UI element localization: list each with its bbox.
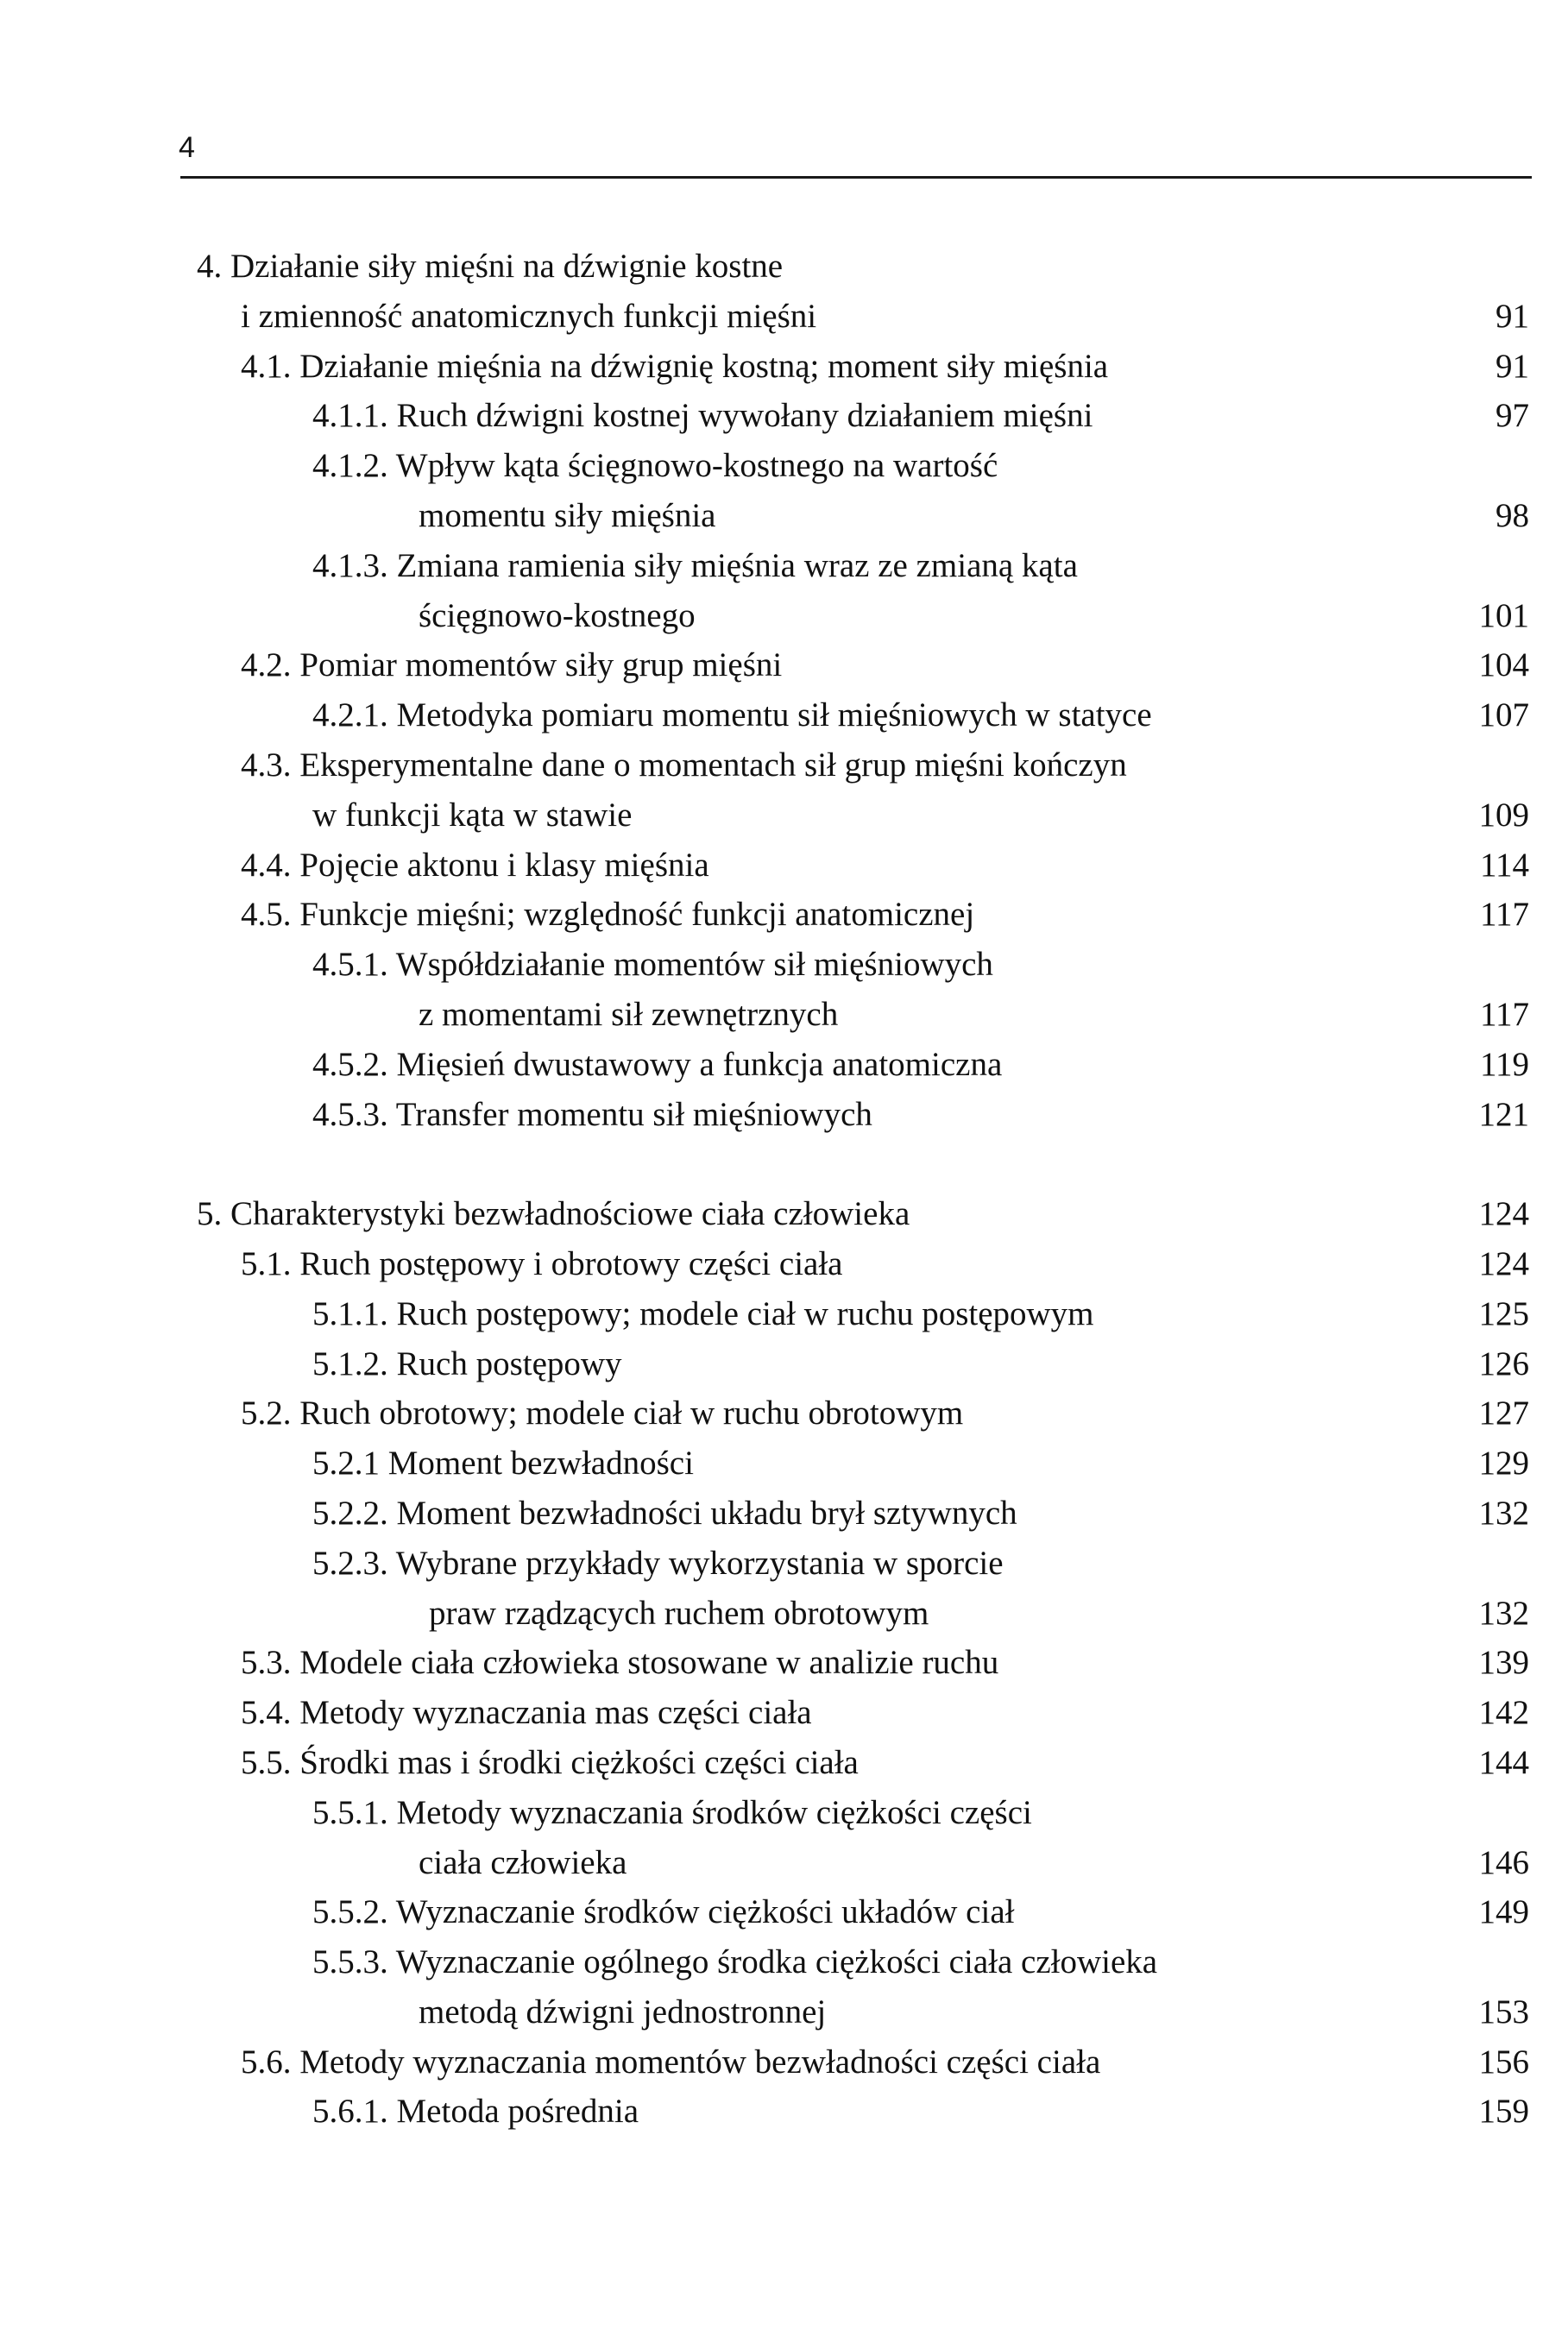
toc-entry-title: 4.5.2. Mięsień dwustawowy a funkcja anatomiczna	[312, 1045, 1003, 1083]
toc-entry	[0, 740, 1568, 790]
toc-entry-title: 5.6.1. Metoda pośrednia	[312, 2093, 639, 2131]
toc-entry	[0, 441, 1568, 491]
toc-entry	[0, 1489, 1568, 1539]
toc-entry-title: 4. Działanie siły mięśni na dźwignie kostne	[197, 248, 784, 285]
toc-entry-page: 144	[1478, 1743, 1529, 1781]
toc-entry-title: praw rządzących ruchem obrotowym	[429, 1594, 929, 1632]
toc-entry	[0, 1987, 1568, 2037]
toc-entry-title: 4.5. Funkcje mięśni; względność funkcji anatomicznej	[241, 896, 975, 934]
toc-entry-title: 4.2. Pomiar momentów siły grup mięśni	[241, 646, 783, 684]
toc-entry-title: 4.2.1. Metodyka pomiaru momentu sił mięśniowych w statyce	[312, 696, 1152, 734]
toc-entry-page: 124	[1478, 1195, 1529, 1233]
toc-entry-title: w funkcji kąta w stawie	[312, 796, 633, 834]
toc-entry-page: 146	[1478, 1843, 1529, 1881]
toc-entry-page: 142	[1478, 1694, 1529, 1732]
toc-entry-title: 5.3. Modele ciała człowieka stosowane w analizie ruchu	[241, 1644, 999, 1682]
toc-entry-page: 156	[1478, 2043, 1529, 2081]
toc-entry-page: 98	[1496, 496, 1529, 534]
toc-entry	[0, 1388, 1568, 1439]
toc-entry-page: 107	[1478, 696, 1529, 734]
toc-entry-title: 5.5.1. Metody wyznaczania środków ciężkości części	[312, 1793, 1032, 1831]
toc-entry	[0, 990, 1568, 1040]
toc-entry	[0, 940, 1568, 990]
toc-entry-page: 153	[1478, 1993, 1529, 2031]
toc-entry-title: 4.1. Działanie mięśnia na dźwignię kostną; moment siły mięśnia	[241, 347, 1109, 385]
toc-entry-title: 5.5.2. Wyznaczanie środków ciężkości układów ciał	[312, 1893, 1015, 1931]
toc-entry-page: 97	[1496, 397, 1529, 435]
toc-entry	[0, 242, 1568, 292]
toc-entry	[0, 1439, 1568, 1489]
toc-entry-title: 5.1. Ruch postępowy i obrotowy części ciała	[241, 1244, 843, 1282]
toc-entry-page: 125	[1478, 1294, 1529, 1332]
toc-entry	[0, 292, 1568, 342]
toc-entry-title: 5.1.2. Ruch postępowy	[312, 1344, 622, 1382]
toc-entry-title: 4.1.3. Zmiana ramienia siły mięśnia wraz ze zmianą kąta	[312, 546, 1078, 584]
toc-entry-page: 129	[1478, 1445, 1529, 1483]
toc-entry	[0, 890, 1568, 940]
toc-entry-title: ciała człowieka	[419, 1843, 627, 1881]
toc-entry-page: 91	[1496, 347, 1529, 385]
toc-entry-page: 132	[1478, 1594, 1529, 1632]
toc-entry	[0, 541, 1568, 591]
toc-entry	[0, 690, 1568, 740]
toc-entry-title: 5.4. Metody wyznaczania mas części ciała	[241, 1694, 812, 1732]
header-rule	[180, 176, 1532, 179]
page-number: 4	[179, 131, 195, 164]
toc-entry-page: 139	[1478, 1644, 1529, 1682]
toc-entry	[0, 1090, 1568, 1140]
toc-entry-page: 117	[1479, 896, 1529, 934]
toc-entry-title: 5.6. Metody wyznaczania momentów bezwładności części ciała	[241, 2043, 1101, 2081]
table-of-contents	[0, 242, 1568, 2137]
toc-entry	[0, 1040, 1568, 1090]
toc-entry-title: 4.3. Eksperymentalne dane o momentach sił grup mięśni kończyn	[241, 746, 1127, 784]
toc-entry	[0, 1788, 1568, 1838]
toc-entry	[0, 491, 1568, 541]
toc-entry-title: 4.1.2. Wpływ kąta ścięgnowo-kostnego na wartość	[312, 447, 998, 485]
toc-entry-title: momentu siły mięśnia	[419, 496, 716, 534]
toc-entry-title: 5.5.3. Wyznaczanie ogólnego środka ciężkości ciała człowieka	[312, 1943, 1158, 1981]
toc-entry	[0, 1688, 1568, 1738]
toc-entry-title: metodą dźwigni jednostronnej	[419, 1993, 827, 2031]
toc-entry-page: 117	[1479, 995, 1529, 1033]
toc-entry-page: 119	[1479, 1045, 1529, 1083]
toc-entry-page: 132	[1478, 1494, 1529, 1532]
toc-entry-page: 124	[1478, 1244, 1529, 1282]
toc-entry-page: 91	[1496, 297, 1529, 335]
toc-entry	[0, 790, 1568, 841]
toc-entry	[0, 2087, 1568, 2137]
toc-entry	[0, 1638, 1568, 1688]
toc-entry	[0, 1937, 1568, 1987]
toc-entry-title: 5. Charakterystyki bezwładnościowe ciała człowieka	[197, 1195, 910, 1233]
toc-entry	[0, 2037, 1568, 2087]
toc-entry-page: 114	[1479, 846, 1529, 884]
toc-entry-page: 121	[1478, 1095, 1529, 1133]
toc-entry-title: z momentami sił zewnętrznych	[419, 995, 839, 1033]
toc-entry-title: 5.1.1. Ruch postępowy; modele ciał w ruchu postępowym	[312, 1294, 1094, 1332]
toc-entry	[0, 1189, 1568, 1239]
toc-entry-title: ścięgnowo-kostnego	[419, 596, 696, 634]
toc-entry-page: 109	[1478, 796, 1529, 834]
toc-entry	[0, 1589, 1568, 1639]
toc-entry-title: 4.1.1. Ruch dźwigni kostnej wywołany działaniem mięśni	[312, 397, 1093, 435]
toc-entry	[0, 391, 1568, 441]
toc-entry	[0, 1539, 1568, 1589]
toc-entry-title: 5.2. Ruch obrotowy; modele ciał w ruchu obrotowym	[241, 1395, 964, 1432]
toc-entry-page: 127	[1478, 1395, 1529, 1432]
toc-entry-title: 5.2.1 Moment bezwładności	[312, 1445, 694, 1483]
toc-entry	[0, 841, 1568, 891]
toc-entry	[0, 1239, 1568, 1289]
toc-entry-page: 159	[1478, 2093, 1529, 2131]
toc-entry	[0, 640, 1568, 690]
toc-entry	[0, 342, 1568, 392]
toc-entry	[0, 1738, 1568, 1788]
toc-entry-page: 126	[1478, 1344, 1529, 1382]
toc-entry-page: 101	[1478, 596, 1529, 634]
toc-entry-page: 104	[1478, 646, 1529, 684]
toc-entry-title: 5.5. Środki mas i środki ciężkości części ciała	[241, 1743, 859, 1781]
toc-entry	[0, 1289, 1568, 1339]
toc-entry	[0, 1339, 1568, 1389]
toc-entry	[0, 1887, 1568, 1937]
toc-entry-title: 5.2.3. Wybrane przykłady wykorzystania w sporcie	[312, 1544, 1004, 1582]
toc-entry	[0, 591, 1568, 641]
toc-entry-page: 149	[1478, 1893, 1529, 1931]
toc-entry-title: 4.4. Pojęcie aktonu i klasy mięśnia	[241, 846, 709, 884]
toc-entry	[0, 1838, 1568, 1888]
toc-spacer	[0, 1139, 1568, 1189]
toc-entry-title: 4.5.3. Transfer momentu sił mięśniowych	[312, 1095, 872, 1133]
toc-entry-title: 4.5.1. Współdziałanie momentów sił mięśniowych	[312, 946, 993, 984]
toc-entry-title: 5.2.2. Moment bezwładności układu brył sztywnych	[312, 1494, 1017, 1532]
toc-entry-title: i zmienność anatomicznych funkcji mięśni	[241, 297, 817, 335]
